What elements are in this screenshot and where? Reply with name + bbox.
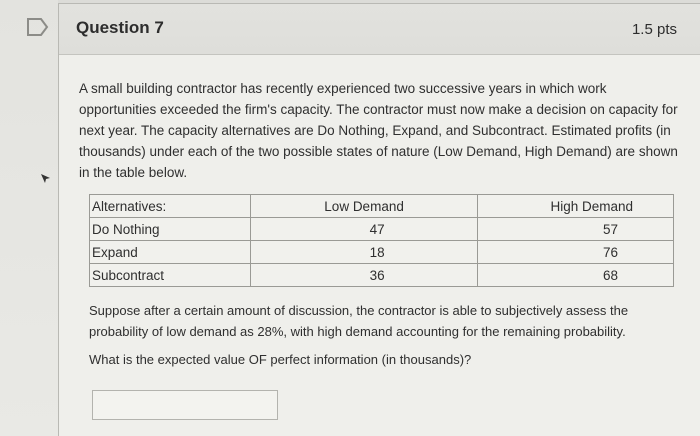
table-row — [90, 264, 674, 287]
question-header — [59, 4, 700, 55]
row-high-demand: 57 — [477, 218, 673, 241]
question-card — [58, 3, 700, 436]
header-alternatives: Alternatives: — [90, 195, 251, 218]
followup-question: What is the expected value OF perfect information (in thousands)? — [89, 352, 472, 367]
profits-table — [89, 194, 674, 287]
question-body: A small building contractor has recently experienced two successive years in which work opportunities exceeded the firm's capacity. The contractor must now make a decision on capacity for next year. The capacity alternatives are Do Nothing, Expand, and Subcontract. Estimated profits (in thousands) under each of the two possible states of nature (Low Demand, High Demand) are shown in the table below. — [79, 81, 678, 180]
left-margin — [0, 0, 58, 436]
table-row — [90, 218, 674, 241]
flag-question-icon[interactable] — [26, 17, 50, 37]
table-row — [90, 241, 674, 264]
question-points: 1.5 pts — [631, 21, 677, 38]
row-alternative: Expand — [90, 241, 251, 264]
row-high-demand: 76 — [477, 241, 673, 264]
row-alternative: Subcontract — [90, 264, 251, 287]
question-title: Question 7 — [76, 18, 164, 37]
header-low-demand: Low Demand — [251, 195, 477, 218]
mouse-cursor-icon — [40, 172, 52, 184]
row-high-demand: 68 — [477, 264, 673, 287]
row-low-demand: 36 — [251, 264, 477, 287]
row-low-demand: 47 — [251, 218, 477, 241]
header-high-demand: High Demand — [477, 195, 673, 218]
table-header-row — [90, 195, 674, 218]
followup-paragraph: Suppose after a certain amount of discussion, the contractor is able to subjectively assess the probability of low demand as 28%, with high demand accounting for the remaining probability. — [89, 303, 629, 339]
answer-input[interactable] — [92, 390, 278, 420]
row-low-demand: 18 — [251, 241, 477, 264]
row-alternative: Do Nothing — [90, 218, 251, 241]
